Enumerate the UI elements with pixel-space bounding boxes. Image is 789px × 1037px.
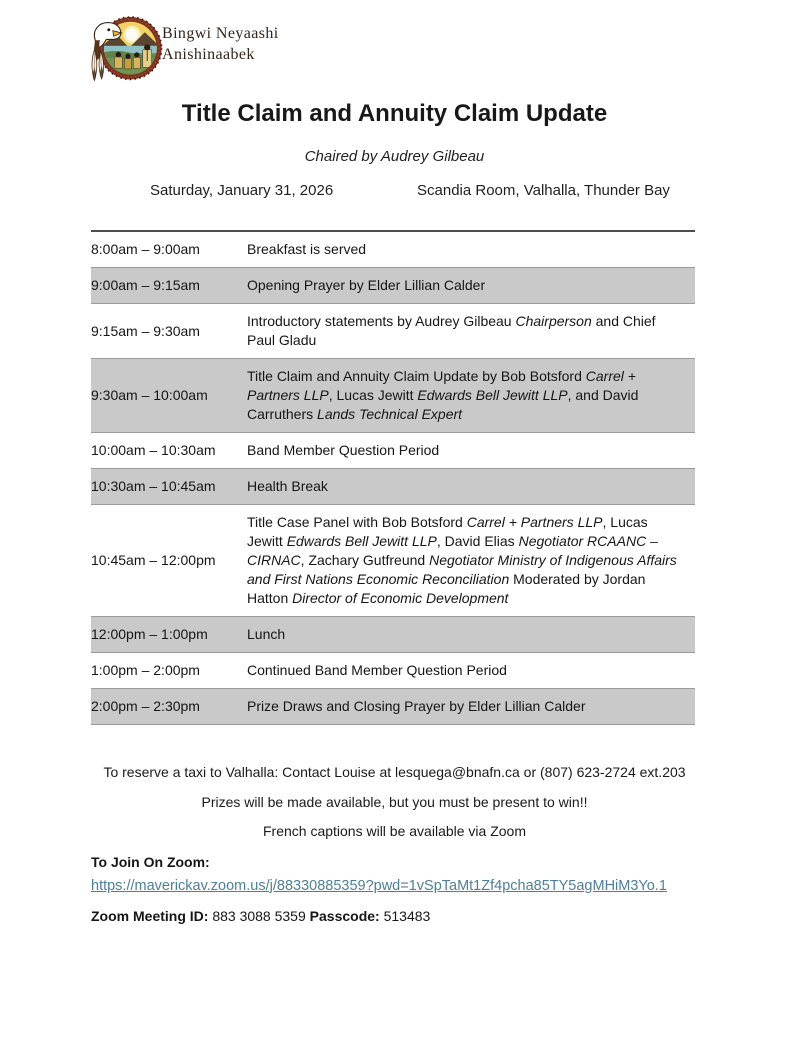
row-description: Band Member Question Period	[247, 442, 440, 458]
table-row	[91, 617, 695, 653]
meeting-id-label: Zoom Meeting ID:	[91, 907, 209, 924]
table-row	[91, 231, 695, 268]
row-time: 9:00am – 9:15am	[91, 277, 200, 293]
row-time: 12:00pm – 1:00pm	[91, 626, 208, 642]
row-description: Introductory statements by Audrey Gilbeau Chairperson and Chief Paul Gladu	[247, 313, 656, 348]
event-location: Scandia Room, Valhalla, Thunder Bay	[417, 182, 670, 199]
captions-note: French captions will be available via Zoom	[262, 823, 526, 839]
zoom-join-label: To Join On Zoom:	[91, 853, 210, 870]
row-time: 10:45am – 12:00pm	[91, 552, 216, 568]
zoom-info-section	[91, 854, 789, 924]
row-description: Title Case Panel with Bob Botsford Carrel + Partners LLP, Lucas Jewitt Edwards Bell Jewitt LLP, David Elias Negotiator RCAANC – CIRNAC, Zachary Gutfreund Negotiator Ministry of Indigenous Affairs and First Nations Economic Reconciliation Moderated by Jordan Hatton Director of Economic Development	[247, 514, 677, 606]
taxi-note: To reserve a taxi to Valhalla: Contact Louise at lesquega@bnafn.ca or (807) 623-2724 ext.203	[103, 764, 686, 780]
table-row	[91, 505, 695, 617]
row-description: Breakfast is served	[247, 241, 367, 257]
organization-name	[162, 24, 279, 66]
row-time: 9:15am – 9:30am	[91, 322, 200, 339]
row-time: 9:30am – 10:00am	[91, 387, 208, 403]
organization-name-line2: Anishinaabek	[162, 45, 255, 63]
table-row	[91, 433, 695, 469]
row-time: 1:00pm – 2:00pm	[91, 662, 200, 678]
organization-logo-icon	[84, 13, 168, 93]
passcode-label: Passcode:	[309, 907, 380, 924]
table-row	[91, 268, 695, 304]
page-title: Title Claim and Annuity Claim Update	[181, 100, 608, 127]
agenda-table	[91, 230, 695, 725]
row-description: Prize Draws and Closing Prayer by Elder Lillian Calder	[247, 698, 586, 714]
date-location-line	[0, 182, 789, 199]
schedule-body	[91, 231, 695, 725]
organization-name-line1: Bingwi Neyaashi	[162, 25, 279, 42]
row-description: Title Claim and Annuity Claim Update by Bob Botsford Carrel + Partners LLP, Lucas Jewitt Edwards Bell Jewitt LLP, and David Carruthers Lands Technical Expert	[247, 368, 639, 422]
passcode-value: 513483	[379, 907, 431, 924]
table-row	[91, 653, 695, 689]
zoom-meeting-link[interactable]: https://maverickav.zoom.us/j/88330885359?pwd=1vSpTaMt1Zf4pcha85TY5agMHiM3Yo.1	[91, 877, 667, 894]
zoom-meeting-details	[91, 908, 789, 924]
table-row	[91, 304, 695, 359]
meeting-id-value: 883 3088 5359	[208, 907, 310, 924]
row-time: 8:00am – 9:00am	[91, 241, 200, 257]
row-time: 2:00pm – 2:30pm	[91, 698, 200, 714]
prizes-note: Prizes will be made available, but you must be present to win!!	[201, 793, 588, 810]
table-row	[91, 359, 695, 433]
event-date: Saturday, January 31, 2026	[150, 182, 334, 199]
row-description: Opening Prayer by Elder Lillian Calder	[247, 277, 486, 293]
row-time: 10:00am – 10:30am	[91, 442, 216, 458]
notes-section	[0, 765, 789, 839]
chaired-by-subtitle: Chaired by Audrey Gilbeau	[304, 148, 485, 165]
row-description: Health Break	[247, 478, 328, 494]
table-row	[91, 689, 695, 725]
row-time: 10:30am – 10:45am	[91, 478, 216, 494]
brand-header	[88, 13, 789, 91]
row-description: Continued Band Member Question Period	[247, 662, 507, 678]
table-row	[91, 469, 695, 505]
row-description: Lunch	[247, 626, 286, 642]
